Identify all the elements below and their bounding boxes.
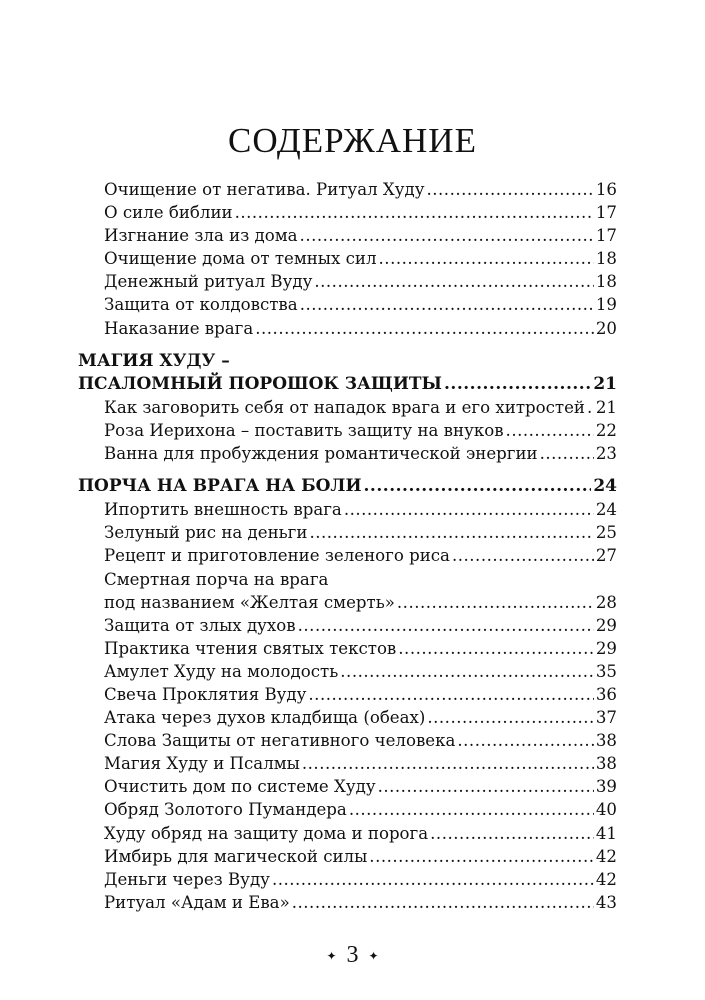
toc-entry bbox=[78, 660, 617, 683]
toc-entry-page: 41 bbox=[595, 823, 617, 843]
toc-entry bbox=[78, 498, 617, 521]
toc-section-page: 24 bbox=[593, 476, 617, 497]
toc-section-page: 21 bbox=[593, 373, 617, 394]
toc-entry-title: Изгнание зла из дома bbox=[104, 226, 298, 246]
toc-entry-title: Защита от колдовства bbox=[104, 295, 298, 315]
toc-entry-page: 24 bbox=[595, 500, 617, 520]
toc-entry-title: Слова Защиты от негативного человека bbox=[104, 731, 456, 751]
toc-entry bbox=[78, 822, 617, 845]
toc-entry bbox=[78, 614, 617, 637]
toc-entry-title: Практика чтения святых текстов bbox=[104, 638, 397, 658]
toc-entry bbox=[78, 178, 617, 201]
page-number-footer bbox=[0, 942, 705, 969]
toc-entry-page: 23 bbox=[595, 444, 617, 464]
toc-entry-title: Свеча Проклятия Вуду bbox=[104, 684, 307, 704]
toc-entry-page: 38 bbox=[595, 731, 617, 751]
toc-entry-title: Обряд Золотого Пумандера bbox=[104, 800, 347, 820]
toc-entry-line bbox=[78, 568, 617, 591]
toc-entry bbox=[78, 224, 617, 247]
toc-entry-page: 39 bbox=[595, 777, 617, 797]
toc-entry bbox=[78, 683, 617, 706]
toc-entry-title: Магия Худу и Псалмы bbox=[104, 754, 300, 774]
toc-entry-title: О силе библии bbox=[104, 203, 233, 223]
toc-entry bbox=[78, 752, 617, 775]
toc-entry bbox=[78, 442, 617, 465]
toc-entry-title: Деньги через Вуду bbox=[104, 869, 270, 889]
toc-entry-page: 27 bbox=[595, 546, 617, 566]
toc-entry-title: Амулет Худу на молодость bbox=[104, 661, 339, 681]
toc-entry bbox=[78, 891, 617, 914]
toc-entry-title: Наказание врага bbox=[104, 318, 254, 338]
toc-entry-page: 17 bbox=[595, 203, 617, 223]
toc-entry-page: 20 bbox=[595, 318, 617, 338]
toc-entry-title: Ритуал «Адам и Ева» bbox=[104, 892, 290, 912]
toc-entry-title: Роза Иерихона – поставить защиту на внуков bbox=[104, 420, 504, 440]
toc-entry-title: Рецепт и приготовление зеленого риса bbox=[104, 546, 450, 566]
toc-entry bbox=[78, 317, 617, 340]
toc-entry-title: Очищение от негатива. Ритуал Худу bbox=[104, 180, 425, 199]
toc-entry-page: 17 bbox=[595, 226, 617, 246]
toc-entry bbox=[78, 775, 617, 798]
toc-section-heading-line bbox=[78, 350, 617, 373]
toc-entry-title: под названием «Желтая смерть» bbox=[104, 592, 395, 612]
toc-entry-title: Очистить дом по системе Худу bbox=[104, 777, 376, 797]
toc-entry-title: Денежный ритуал Вуду bbox=[104, 272, 313, 292]
toc-entry bbox=[78, 798, 617, 821]
toc-entry-title: Худу обряд на защиту дома и порога bbox=[104, 823, 429, 843]
toc-entry bbox=[78, 270, 617, 293]
toc-entry-page: 18 bbox=[595, 272, 617, 292]
toc-entry-title: Как заговорить себя от нападок врага и его хитростей bbox=[104, 397, 585, 417]
toc-entry-page: 42 bbox=[595, 846, 617, 866]
page-title: СОДЕРЖАНИЕ bbox=[228, 121, 477, 161]
toc-section-title: ПСАЛОМНЫЙ ПОРОШОК ЗАЩИТЫ bbox=[78, 373, 442, 394]
toc-entry-page: 37 bbox=[595, 708, 617, 728]
toc-entry bbox=[78, 521, 617, 544]
toc-section-heading bbox=[78, 475, 617, 498]
toc-entry-page: 38 bbox=[595, 754, 617, 774]
toc-entry-page: 19 bbox=[595, 295, 617, 315]
toc-entry-page: 35 bbox=[595, 661, 617, 681]
toc-entry-page: 40 bbox=[595, 800, 617, 820]
toc-entry bbox=[78, 845, 617, 868]
toc-entry bbox=[78, 591, 617, 614]
toc-entry bbox=[78, 201, 617, 224]
toc-entry-title: Защита от злых духов bbox=[104, 615, 296, 635]
toc-entry-page: 22 bbox=[595, 420, 617, 440]
toc-entry bbox=[78, 706, 617, 729]
toc-entry bbox=[78, 637, 617, 660]
toc-entry-title: Имбирь для магической силы bbox=[104, 846, 368, 866]
toc-entry-title: Ванна для пробуждения романтической энергии bbox=[104, 444, 538, 464]
toc-entry bbox=[78, 396, 617, 419]
toc-entry bbox=[78, 729, 617, 752]
toc-entry bbox=[78, 419, 617, 442]
toc-entry bbox=[78, 868, 617, 891]
toc-entry-page: 43 bbox=[595, 892, 617, 912]
toc-entry-page: 18 bbox=[595, 249, 617, 269]
ornament-right-icon: ✦ bbox=[368, 948, 379, 963]
toc-entry-title: Очищение дома от темных сил bbox=[104, 249, 377, 269]
toc-section-title: ПОРЧА НА ВРАГА НА БОЛИ bbox=[78, 476, 362, 497]
ornament-left-icon: ✦ bbox=[326, 948, 337, 963]
toc-section-title-line1: МАГИЯ ХУДУ – bbox=[78, 350, 230, 371]
toc-entry-page: 42 bbox=[595, 869, 617, 889]
toc-section-heading bbox=[78, 373, 617, 396]
table-of-contents bbox=[78, 178, 617, 914]
toc-entry-page: 36 bbox=[595, 684, 617, 704]
toc-entry-page: 29 bbox=[595, 638, 617, 658]
toc-entry-page: 21 bbox=[595, 397, 617, 417]
toc-entry-page: 16 bbox=[595, 180, 617, 199]
toc-entry bbox=[78, 293, 617, 316]
toc-entry-page: 25 bbox=[595, 523, 617, 543]
toc-entry-title: Ипортить внешность врага bbox=[104, 500, 342, 520]
toc-entry-page: 28 bbox=[595, 592, 617, 612]
toc-entry-title-line1: Смертная порча на врага bbox=[104, 569, 329, 589]
toc-entry bbox=[78, 544, 617, 567]
toc-entry-page: 29 bbox=[595, 615, 617, 635]
toc-entry-title: Атака через духов кладбища (обеах) bbox=[104, 708, 426, 728]
toc-entry bbox=[78, 247, 617, 270]
page-number: 3 bbox=[346, 942, 359, 968]
toc-entry-title: Зелуный рис на деньги bbox=[104, 523, 308, 543]
